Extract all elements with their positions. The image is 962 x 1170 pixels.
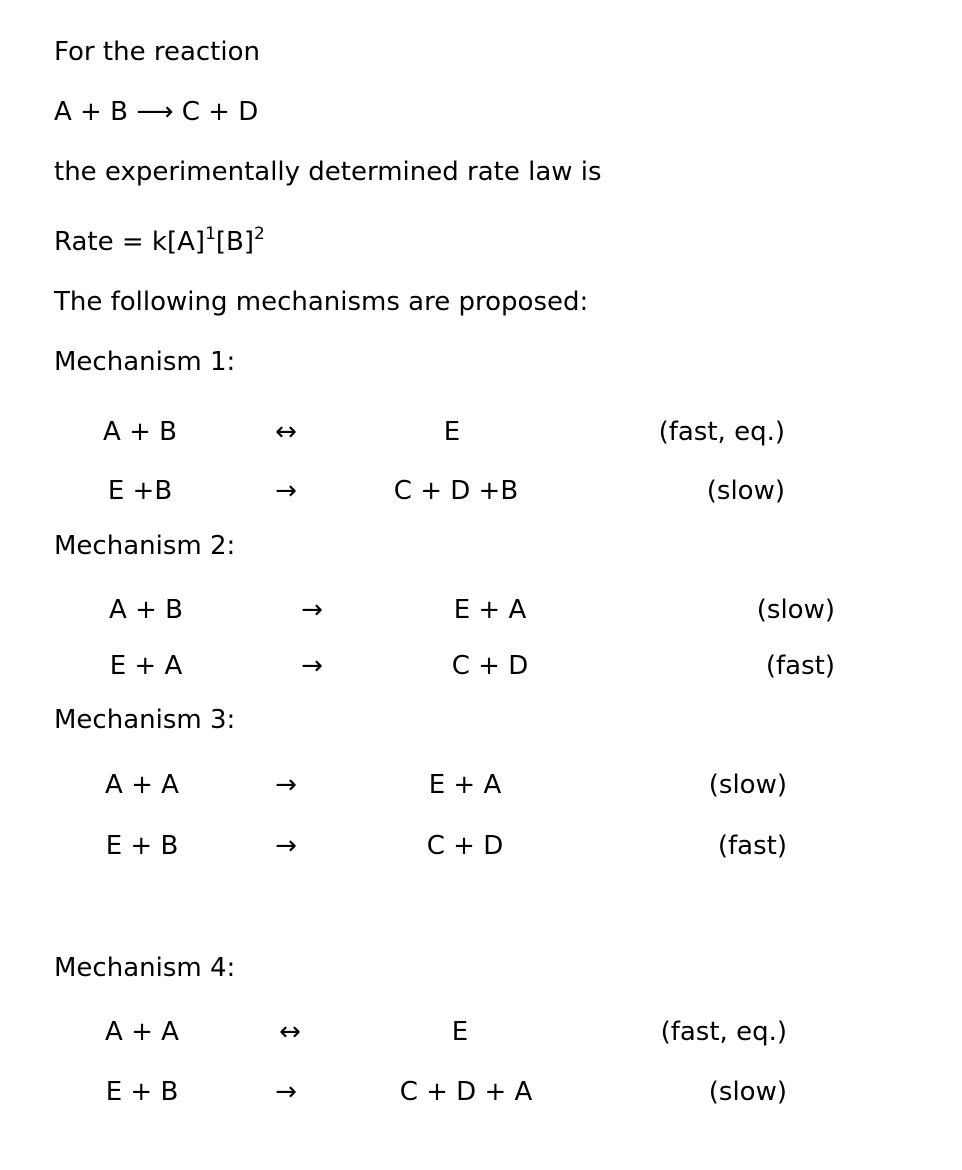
right-arrow-icon: → [275, 1077, 297, 1107]
step-products: E [451, 1017, 469, 1047]
step-products: C + D + A [399, 1077, 533, 1107]
step-reactants: E + A [109, 651, 183, 681]
mechanism-title: Mechanism 2: [54, 531, 236, 561]
step-rate-label: (slow) [708, 770, 787, 800]
right-arrow-icon: → [275, 770, 297, 800]
mechanism-title: Mechanism 1: [54, 347, 236, 377]
step-products: C + D [451, 651, 529, 681]
step-reactants: E + B [105, 1077, 179, 1107]
step-products: E [443, 417, 461, 447]
intro-line: For the reaction [54, 37, 260, 67]
rate-law-prefix: Rate = k[A] [54, 227, 206, 257]
intro-line: The following mechanisms are proposed: [54, 287, 589, 317]
step-reactants: A + B [103, 417, 177, 447]
equilibrium-arrow-icon: ↔ [279, 1017, 301, 1047]
step-rate-label: (fast) [717, 831, 787, 861]
step-reactants: A + A [105, 770, 179, 800]
rate-exponent-b: 2 [254, 224, 265, 244]
step-rate-label: (fast, eq.) [658, 417, 785, 447]
step-rate-label: (slow) [708, 1077, 787, 1107]
step-rate-label: (fast) [765, 651, 835, 681]
right-arrow-icon: → [301, 651, 323, 681]
step-products: C + D [426, 831, 504, 861]
rate-exponent-a: 1 [205, 224, 216, 244]
step-reactants: A + B [109, 595, 183, 625]
rate-law [54, 224, 265, 257]
right-arrow-icon: → [275, 476, 297, 506]
step-reactants: E +B [107, 476, 173, 506]
mechanism-title: Mechanism 3: [54, 705, 236, 735]
right-arrow-icon: → [275, 831, 297, 861]
equilibrium-arrow-icon: ↔ [275, 417, 297, 447]
step-reactants: A + A [105, 1017, 179, 1047]
step-reactants: E + B [105, 831, 179, 861]
rate-law-b-term: [B] [215, 227, 255, 257]
step-products: E + A [428, 770, 502, 800]
right-arrow-icon: → [301, 595, 323, 625]
overall-reaction: A + B ⟶ C + D [54, 97, 259, 127]
step-rate-label: (slow) [706, 476, 785, 506]
step-rate-label: (fast, eq.) [660, 1017, 787, 1047]
step-rate-label: (slow) [756, 595, 835, 625]
step-products: C + D +B [393, 476, 519, 506]
intro-line: the experimentally determined rate law is [54, 157, 602, 187]
mechanism-title: Mechanism 4: [54, 953, 236, 983]
step-products: E + A [453, 595, 527, 625]
